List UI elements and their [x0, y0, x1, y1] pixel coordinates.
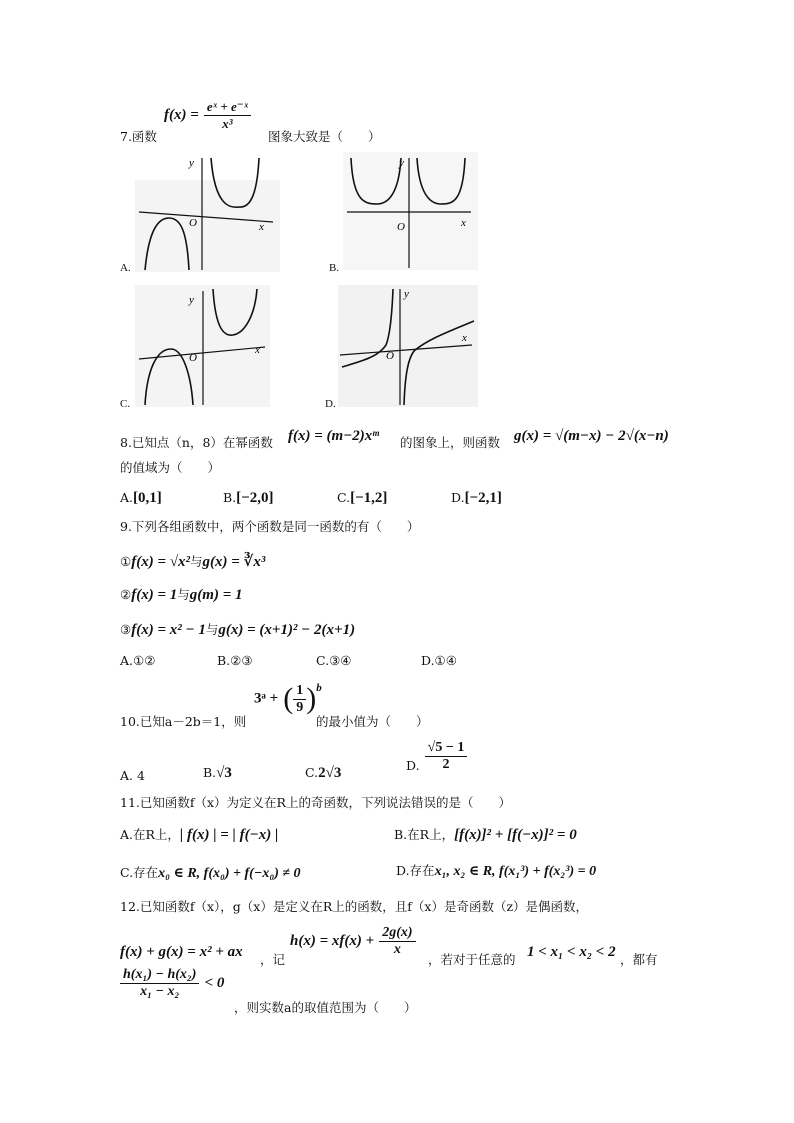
q12-formula-h	[290, 925, 416, 958]
q7-option-c[interactable]: C.	[120, 398, 131, 410]
q11-option-a-label: A.在R上，	[120, 827, 180, 842]
q12-h-num: 2g(x)	[379, 925, 415, 942]
q11-option-c-formula: x₀ ∈ R, f(x₀) + f(−x₀) ≠ 0	[158, 866, 301, 881]
q8-formula-g: g(x) = √(m−x) − 2√(x−n)	[514, 428, 669, 444]
q7-suffix: 图象大致是（ ）	[268, 129, 381, 144]
q8-line1-a: 8.已知点（n，8）在幂函数	[120, 435, 273, 450]
q11-option-b-formula: [f(x)]² + [f(−x)]² = 0	[454, 827, 577, 843]
q7-formula-num: eˣ + e⁻ˣ	[204, 99, 251, 116]
y-axis-label: y	[399, 157, 404, 169]
q7-option-b[interactable]: B.	[329, 262, 340, 274]
q7-option-d[interactable]: D.	[325, 398, 336, 410]
q11-option-a[interactable]	[120, 824, 278, 844]
q8-option-a[interactable]	[120, 487, 162, 507]
q9-item-1-joiner: 与	[189, 554, 203, 569]
q9-item-2-g: g(m) = 1	[189, 587, 243, 603]
q10-expr-base: 3ᵃ +	[254, 690, 279, 707]
q7-graph-c	[135, 285, 270, 407]
q9-item-2-f: f(x) = 1	[131, 587, 178, 603]
q9-item-3-f: f(x) = x² − 1	[131, 622, 206, 638]
scan-shade	[343, 152, 478, 270]
q10-expr-den: 9	[296, 699, 304, 715]
q8-option-b[interactable]	[223, 487, 273, 507]
q9-item-1-f: f(x) = √x²	[131, 554, 190, 570]
q8-formula-power: f(x) = (m−2)xᵐ	[288, 428, 380, 444]
q12-line4: ，则实数a的取值范围为（ ）	[234, 1000, 417, 1015]
q10-paren-right: )	[306, 682, 317, 715]
origin-label: O	[189, 352, 197, 364]
q10-expr-exp: b	[316, 682, 322, 694]
q10-expr-num: 1	[293, 683, 306, 700]
q12-line2-a: ，记	[260, 952, 286, 967]
q7-graph-d	[338, 285, 478, 407]
q10-option-c[interactable]	[305, 762, 341, 782]
q12-line2-b: ，若对于任意的	[428, 952, 516, 967]
q8-option-b-value: [−2,0]	[236, 490, 274, 506]
q10-stem-b: 的最小值为（ ）	[316, 714, 429, 729]
q11-option-c[interactable]	[120, 862, 301, 882]
x-axis-label: x	[255, 344, 260, 356]
q11-stem: 11.已知函数f（x）为定义在R上的奇函数，下列说法错误的是（ ）	[120, 795, 511, 810]
q9-item-1	[120, 551, 265, 571]
q7-formula-den: x³	[222, 116, 233, 131]
q10-stem-a: 10.已知a－2b＝1，则	[120, 714, 247, 729]
q12-formula-sum: f(x) + g(x) = x² + ax	[120, 944, 243, 960]
y-axis-label: y	[189, 157, 194, 169]
q10-option-d-num: √5 − 1	[425, 740, 468, 757]
q8-line2: 的值域为（ ）	[120, 460, 221, 475]
x-axis-label: x	[461, 217, 466, 229]
q7-option-a[interactable]: A.	[120, 262, 131, 274]
q12-ratio-den: x₁ − x₂	[140, 984, 180, 999]
q10-option-c-value: 2√3	[318, 765, 342, 781]
q8-option-c[interactable]	[337, 487, 387, 507]
q11-option-d-label: D.存在	[396, 863, 435, 878]
q9-item-2	[120, 584, 243, 604]
q8-option-a-value: [0,1]	[133, 490, 162, 506]
q12-h-den: x	[393, 942, 401, 957]
q12-ratio-num: h(x₁) − h(x₂)	[120, 967, 199, 984]
q10-option-b[interactable]	[203, 762, 232, 782]
q9-item-2-joiner: 与	[177, 587, 190, 602]
q8-option-d-value: [−2,1]	[464, 490, 502, 506]
y-axis-label: y	[189, 294, 194, 306]
q7-prefix: 7.函数	[120, 129, 157, 144]
q9-option-c[interactable]: C.③④	[316, 653, 352, 668]
q8-line1-b: 的图象上，则函数	[400, 435, 501, 450]
q10-option-b-label: B.	[203, 765, 217, 780]
q9-item-1-g: g(x) = ∛x³	[202, 554, 266, 570]
y-axis-label: y	[404, 288, 409, 300]
q9-item-3-joiner: 与	[205, 622, 219, 637]
q12-ratio-ineq: < 0	[204, 975, 225, 991]
q8-option-c-label: C.	[337, 490, 351, 505]
x-axis-label: x	[462, 332, 467, 344]
q9-option-b[interactable]: B.②③	[217, 653, 253, 668]
q8-option-d-label: D.	[451, 490, 465, 505]
q7-formula	[164, 99, 251, 132]
q10-expression	[254, 682, 322, 716]
x-axis-label: x	[259, 221, 264, 233]
q12-ratio	[120, 967, 224, 1000]
q9-item-3	[120, 619, 355, 639]
q11-option-b-label: B.在R上，	[394, 827, 455, 842]
q10-option-a[interactable]: A. 4	[120, 768, 145, 783]
q8-option-a-label: A.	[120, 490, 134, 505]
origin-label: O	[386, 350, 394, 362]
q12-stem: 12.已知函数f（x），g（x）是定义在R上的函数，且f（x）是奇函数（z）是偶函数，	[120, 899, 589, 914]
q9-item-2-mark: ②	[120, 587, 132, 602]
q11-option-a-formula: | f(x) | = | f(−x) |	[179, 827, 279, 843]
q11-option-b[interactable]	[394, 824, 577, 844]
q11-option-d[interactable]	[396, 860, 596, 880]
q10-paren-left: (	[283, 682, 294, 715]
q9-item-1-mark: ①	[120, 554, 132, 569]
q8-option-b-label: B.	[223, 490, 237, 505]
q10-option-b-value: √3	[216, 765, 232, 781]
q10-option-d[interactable]	[406, 740, 467, 773]
q12-h-lhs: h(x) = xf(x) +	[290, 933, 375, 949]
q8-option-c-value: [−1,2]	[350, 490, 388, 506]
q11-option-c-label: C.存在	[120, 865, 159, 880]
q10-option-c-label: C.	[305, 765, 319, 780]
q9-item-3-mark: ③	[120, 622, 132, 637]
q7-graph-a	[135, 152, 280, 272]
q10-option-d-label: D.	[406, 758, 420, 773]
q7-formula-lhs: f(x) =	[164, 107, 199, 123]
q11-option-d-formula: x₁, x₂ ∈ R, f(x₁³) + f(x₂³) = 0	[434, 864, 597, 879]
q8-option-d[interactable]	[451, 487, 502, 507]
q9-option-d[interactable]: D.①④	[421, 653, 457, 668]
q9-item-3-g: g(x) = (x+1)² − 2(x+1)	[218, 622, 356, 638]
origin-label: O	[397, 221, 405, 233]
origin-label: O	[189, 217, 197, 229]
q9-stem: 9.下列各组函数中，两个函数是同一函数的有（ ）	[120, 519, 420, 534]
q12-condition: 1 < x₁ < x₂ < 2	[527, 944, 616, 960]
q9-option-a[interactable]: A.①②	[120, 653, 156, 668]
q7-graph-b	[343, 152, 478, 270]
q10-option-d-den: 2	[442, 757, 450, 772]
q12-line2-c: ，都有	[620, 952, 658, 967]
